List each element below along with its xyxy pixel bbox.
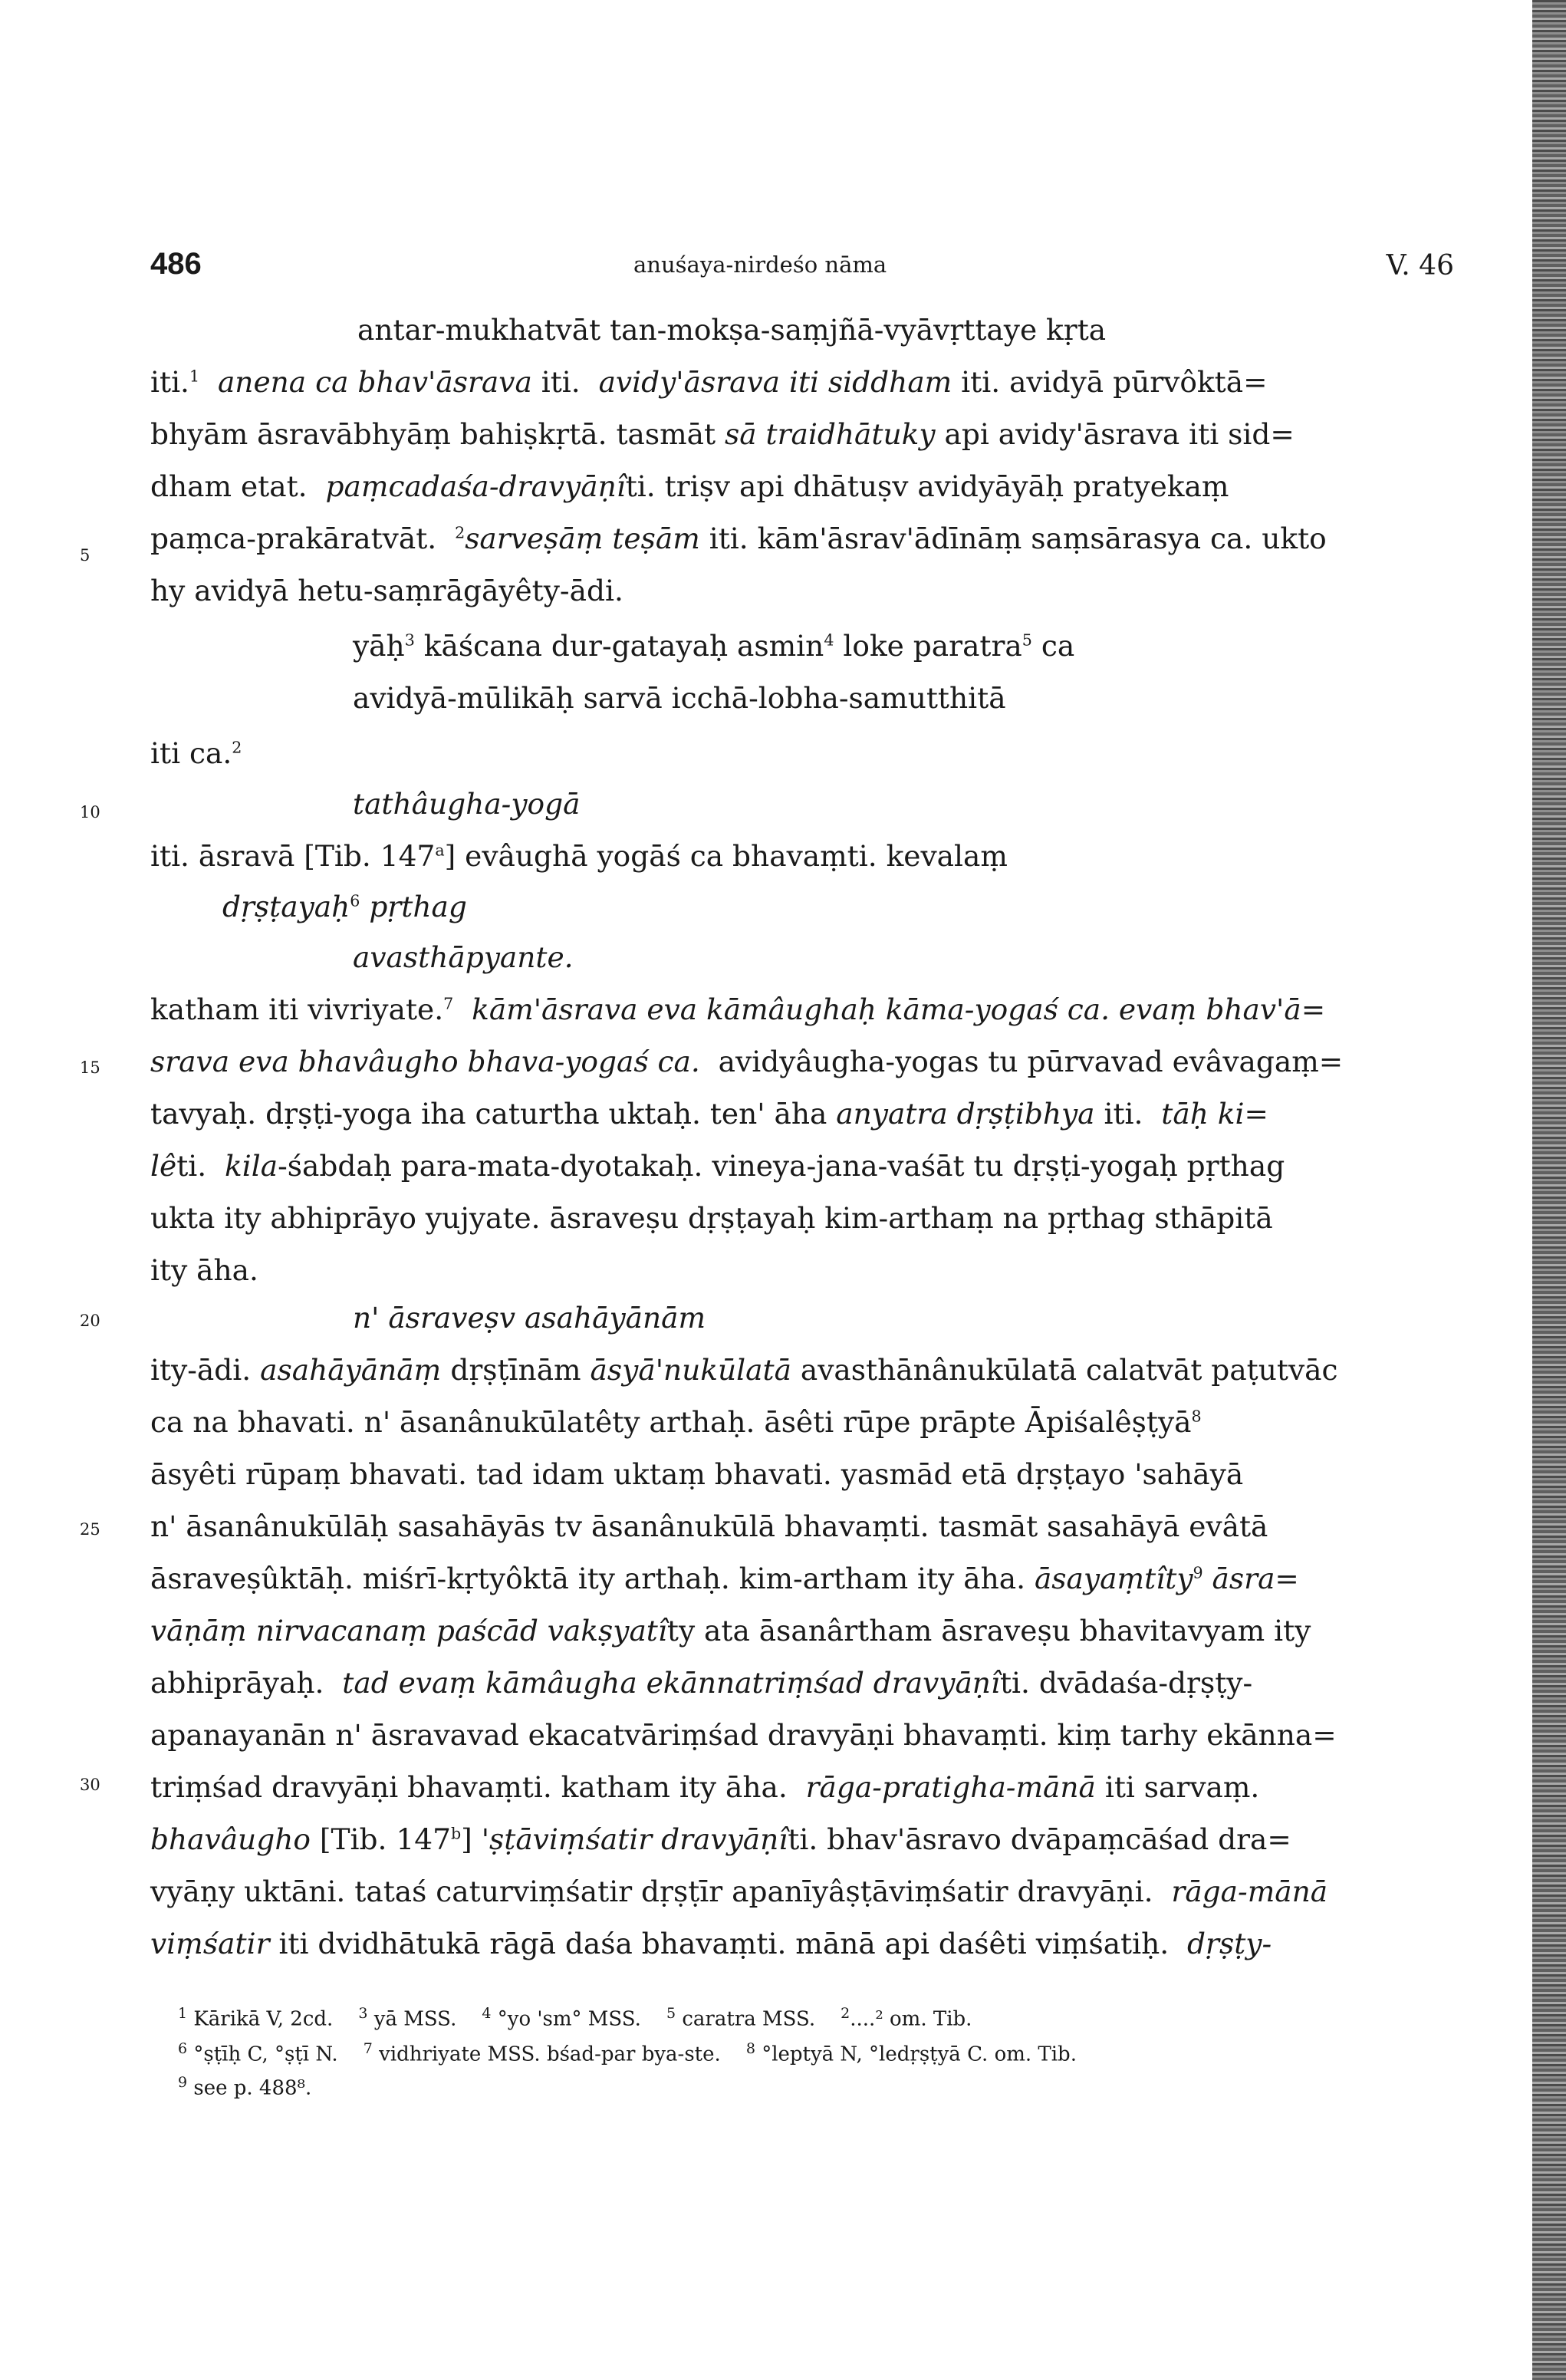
text-line: n' āsanânukūlāḥ sasahāyās tv āsanânukūlā bhavaṃti. tasmāt sasahāyā evâtā	[150, 1509, 1268, 1543]
text-line: dham etat. paṃcadaśa-dravyāṇîti. triṣv api dhātuṣv avidyāyāḥ pratyekaṃ	[150, 469, 1229, 503]
page-number: 486	[150, 247, 202, 281]
karika-line: n' āsraveṣv asahāyānām	[353, 1301, 706, 1335]
verse-line: yāḥ$^3$ kāścana dur-gatayaḥ asmin$^4$ loke paratra$^5$ ca	[353, 629, 1075, 663]
scan-edge-shadow	[1532, 0, 1566, 2380]
line-number: 25	[80, 1520, 100, 1539]
line-number: 30	[80, 1776, 100, 1794]
text-line: katham iti vivriyate.$^7$ kām'āsrava eva kāmâughaḥ kāma-yogaś ca. evaṃ bhav'ā=	[150, 992, 1326, 1026]
running-title: anuśaya-nirdeśo nāma	[633, 252, 887, 278]
text-line: antar-mukhatvāt tan-mokṣa-saṃjñā-vyāvṛttaye kṛta	[357, 313, 1107, 347]
text-line: iti. āsravā [Tib. 147$^a$] evâughā yogāś ca bhavaṃti. kevalaṃ	[150, 839, 1008, 873]
line-number: 15	[80, 1058, 100, 1077]
text-line: lêti. kila-śabdaḥ para-mata-dyotakaḥ. vineya-jana-vaśāt tu dṛṣṭi-yogaḥ pṛthag	[150, 1149, 1285, 1183]
footnote-line: $^9$ see p. 488⁸.	[178, 2074, 312, 2100]
text-line: apanayanān n' āsravavad ekacatvāriṃśad dravyāṇi bhavaṃti. kiṃ tarhy ekānna=	[150, 1718, 1337, 1752]
running-header	[150, 247, 1454, 293]
footnote-line: $^1$ Kārikā V, 2cd. $^3$ yā MSS. $^4$ °yo 'sm° MSS. $^5$ caratra MSS. $^2$....² om. Tib.	[178, 2005, 972, 2031]
karika-line: dṛṣṭayaḥ$^6$ pṛthag	[222, 890, 467, 923]
text-line: iti ca.$^2$	[150, 736, 242, 770]
section-reference: V. 46	[1386, 250, 1454, 281]
text-line: iti.$^1$ anena ca bhav'āsrava iti. avidy'āsrava iti siddham iti. avidyā pūrvôktā=	[150, 365, 1268, 399]
verse-line: avidyā-mūlikāḥ sarvā icchā-lobha-samutthitā	[353, 681, 1006, 715]
text-line: āsyêti rūpaṃ bhavati. tad idam uktaṃ bhavati. yasmād etā dṛṣṭayo 'sahāyā	[150, 1457, 1244, 1491]
text-line: tavyaḥ. dṛṣṭi-yoga iha caturtha uktaḥ. ten' āha anyatra dṛṣṭibhya iti. tāḥ ki=	[150, 1097, 1268, 1131]
line-number: 10	[80, 803, 100, 821]
footnote-line: $^6$ °ṣṭīḥ C, °ṣṭī N. $^7$ vidhriyate MSS. bśad-par bya-ste. $^8$ °leptyā N, °ledṛṣṭyā C. om. Tib.	[178, 2040, 1077, 2066]
karika-line: avasthāpyante.	[353, 940, 574, 974]
karika-line: tathâugha-yogā	[353, 787, 581, 821]
text-line: triṃśad dravyāṇi bhavaṃti. katham ity āha. rāga-pratigha-mānā iti sarvaṃ.	[150, 1770, 1260, 1804]
line-number: 20	[80, 1312, 100, 1330]
text-line: ukta ity abhiprāyo yujyate. āsraveṣu dṛṣṭayaḥ kim-arthaṃ na pṛthag sthāpitā	[150, 1201, 1273, 1235]
text-line: ity-ādi. asahāyānāṃ dṛṣṭīnām āsyā'nukūlatā avasthānânukūlatā calatvāt paṭutvāc	[150, 1353, 1338, 1387]
text-line: ca na bhavati. n' āsanânukūlatêty arthaḥ. āsêti rūpe prāpte Āpiśalêṣṭyā$^8$	[150, 1405, 1202, 1439]
text-line: vāṇāṃ nirvacanaṃ paścād vakṣyatîty ata āsanârtham āsraveṣu bhavitavyam ity	[150, 1614, 1311, 1648]
line-number: 5	[80, 546, 90, 565]
text-line: vyāṇy uktāni. tataś caturviṃśatir dṛṣṭīr apanīyâṣṭāviṃśatir dravyāṇi. rāga-mānā	[150, 1875, 1328, 1908]
text-line: abhiprāyaḥ. tad evaṃ kāmâugha ekānnatriṃśad dravyāṇîti. dvādaśa-dṛṣṭy-	[150, 1666, 1253, 1700]
text-line: paṃca-prakāratvāt. $^2$sarveṣāṃ teṣām iti. kām'āsrav'ādīnāṃ saṃsārasya ca. ukto	[150, 522, 1327, 555]
text-line: bhavâugho [Tib. 147$^b$] 'ṣṭāviṃśatir dravyāṇîti. bhav'āsravo dvāpaṃcāśad dra=	[150, 1822, 1291, 1856]
text-line: hy avidyā hetu-saṃrāgāyêty-ādi.	[150, 574, 623, 607]
text-line: ity āha.	[150, 1253, 258, 1287]
text-line: srava eva bhavâugho bhava-yogaś ca. avidyâugha-yogas tu pūrvavad evâvagaṃ=	[150, 1045, 1344, 1078]
text-line: āsraveṣûktāḥ. miśrī-kṛtyôktā ity arthaḥ. kim-artham ity āha. āsayaṃtîty$^9$ āsra=	[150, 1562, 1299, 1595]
text-line: viṃśatir iti dvidhātukā rāgā daśa bhavaṃti. mānā api daśêti viṃśatiḥ. dṛṣṭy-	[150, 1927, 1272, 1960]
text-line: bhyām āsravābhyāṃ bahiṣkṛtā. tasmāt sā traidhātuky api avidy'āsrava iti sid=	[150, 417, 1295, 451]
